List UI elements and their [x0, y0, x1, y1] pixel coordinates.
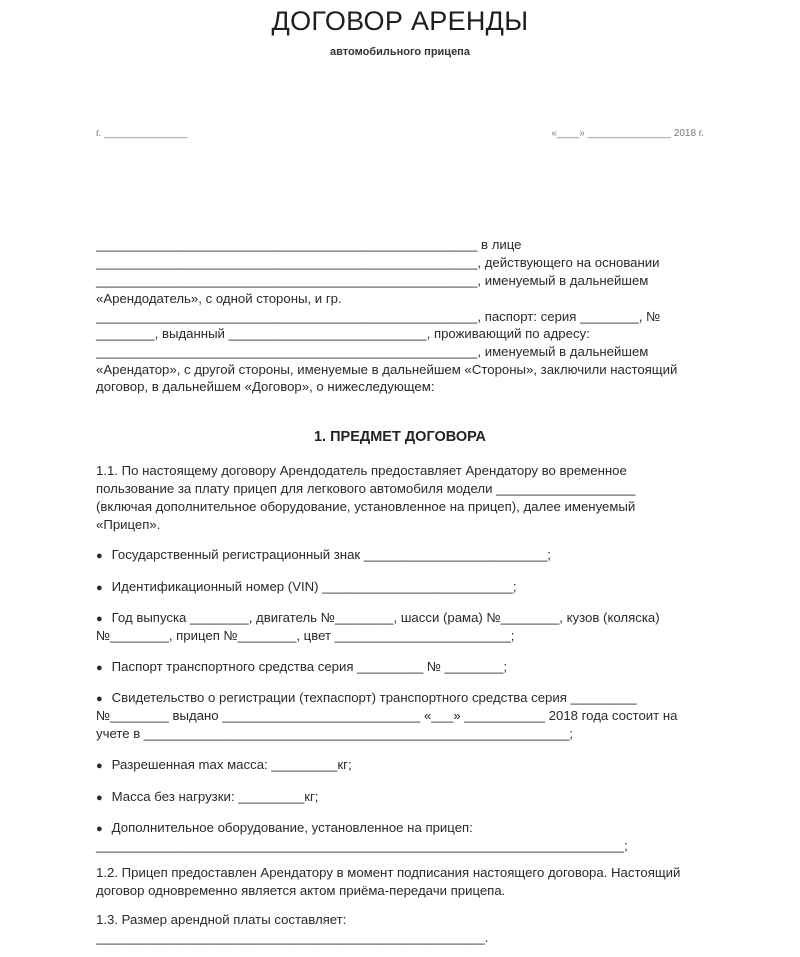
- list-item-pts: ● Паспорт транспортного средства серия _________ № ________;: [96, 659, 507, 674]
- list-item-vin: ● Идентификационный номер (VIN) __________________________;: [96, 579, 517, 594]
- clause-1-3-line-2: _____________________________________________________.: [96, 930, 489, 945]
- list-item-max-mass: ● Разрешенная max масса: _________кг;: [96, 757, 352, 772]
- list-item-year-engine-cont: №________, прицеп №________, цвет ________________________;: [96, 628, 515, 643]
- list-item-equipment: ● Дополнительное оборудование, установленное на прицеп:: [96, 820, 473, 835]
- parties-line-8: «Арендатор», с другой стороны, именуемые в дальнейшем «Стороны», заключили настоящий: [96, 362, 678, 377]
- list-item-equipment-cont: ________________________________________________________________________;: [96, 838, 628, 853]
- parties-line-4: «Арендодатель», с одной стороны, и гр.: [96, 291, 342, 306]
- clause-1-2-line-1: 1.2. Прицеп предоставлен Арендатору в момент подписания настоящего договора. Настоящий: [96, 865, 681, 880]
- clause-1-1-line-4: «Прицеп».: [96, 517, 161, 532]
- clause-1-1-line-3: (включая дополнительное оборудование, установленное на прицеп), далее именуемый: [96, 499, 636, 514]
- date-field: «____» _______________ 2018 г.: [551, 128, 704, 139]
- parties-line-9: договор, в дальнейшем «Договор», о нижеследующем:: [96, 379, 435, 394]
- list-item-registration: ● Свидетельство о регистрации (техпаспорт) транспортного средства серия _________: [96, 690, 637, 705]
- list-item-year-engine: ● Год выпуска ________, двигатель №________, шасси (рама) №________, кузов (коляска): [96, 610, 660, 625]
- list-item-registration-cont-2: учете в __________________________________________________________;: [96, 726, 573, 741]
- clause-1-2-line-2: договор одновременно является актом приёма-передачи прицепа.: [96, 883, 506, 898]
- clause-1-1-line-1: 1.1. По настоящему договору Арендодатель предоставляет Арендатору во временное: [96, 463, 627, 478]
- document-title: ДОГОВОР АРЕНДЫ: [271, 6, 529, 36]
- list-item-empty-mass: ● Масса без нагрузки: _________кг;: [96, 789, 319, 804]
- parties-line-7: ____________________________________________________, именуемый в дальнейшем: [96, 344, 649, 359]
- list-item-reg-plate: ● Государственный регистрационный знак _________________________;: [96, 547, 551, 562]
- clause-1-3-line-1: 1.3. Размер арендной платы составляет:: [96, 912, 347, 927]
- list-item-registration-cont-1: №________ выдано ___________________________ «___» ___________ 2018 года состоит на: [96, 708, 678, 723]
- document-subtitle: автомобильного прицепа: [330, 46, 470, 58]
- section-heading: 1. ПРЕДМЕТ ДОГОВОРА: [313, 429, 487, 445]
- parties-line-1: ____________________________________________________ в лице: [96, 237, 522, 252]
- parties-line-2: ____________________________________________________, действующего на основании: [96, 255, 660, 270]
- place-field: г. _______________: [96, 128, 188, 139]
- parties-line-6: ________, выданный ___________________________, проживающий по адресу:: [96, 326, 590, 341]
- parties-line-5: ____________________________________________________, паспорт: серия ________, №: [96, 309, 661, 324]
- clause-1-1-line-2: пользование за плату прицеп для легкового автомобиля модели ___________________: [96, 481, 636, 496]
- parties-line-3: ____________________________________________________, именуемый в дальнейшем: [96, 273, 649, 288]
